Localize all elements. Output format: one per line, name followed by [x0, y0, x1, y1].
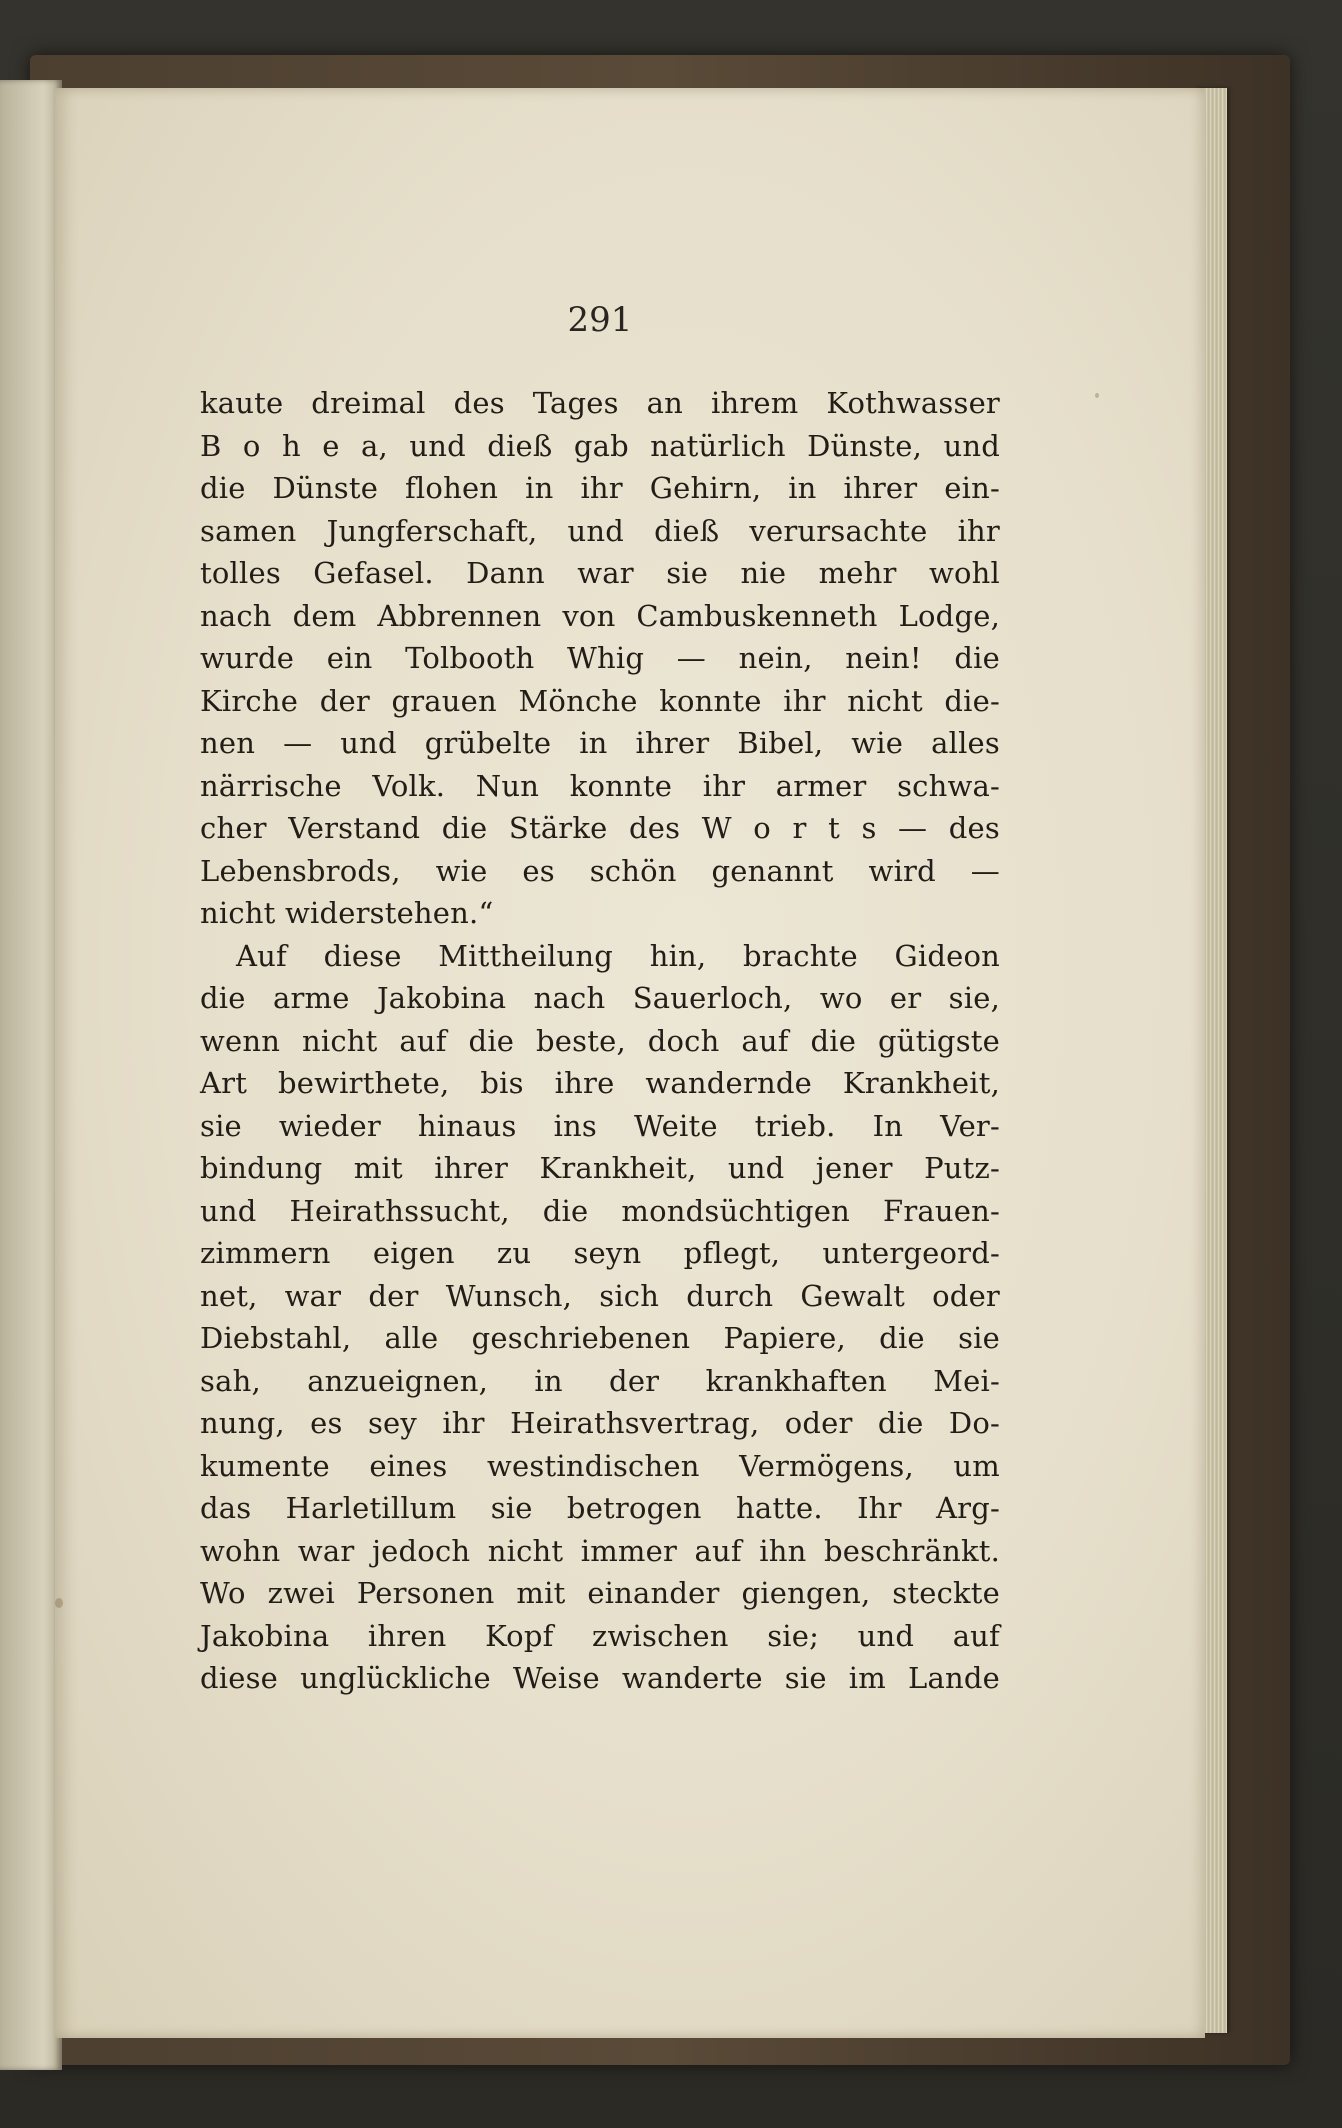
text-line: närrische Volk. Nun konnte ihr armer schwa- — [200, 768, 1000, 803]
text-line: nen — und grübelte in ihrer Bibel, wie alles — [200, 726, 1000, 760]
text-line: wohn war jedoch nicht immer auf ihn beschränkt. — [200, 1533, 1000, 1568]
body-text — [200, 382, 1000, 1700]
text-line: nung, es sey ihr Heirathsvertrag, oder die Do- — [200, 1406, 1000, 1440]
text-line: Kirche der grauen Mönche konnte ihr nicht die- — [200, 683, 1000, 718]
paper-stain — [55, 1598, 63, 1608]
text-line: Auf diese Mittheilung hin, brachte Gideon — [236, 938, 1000, 973]
text-line: tolles Gefasel. Dann war sie nie mehr wohl — [200, 556, 1000, 590]
text-line: kaute dreimal des Tages an ihrem Kothwasser — [200, 386, 1000, 420]
text-line: und Heirathssucht, die mondsüchtigen Frauen- — [200, 1193, 1000, 1228]
text-line: wurde ein Tolbooth Whig — nein, nein! die — [200, 641, 1000, 675]
paper-stain — [1095, 393, 1099, 398]
text-line: sie wieder hinaus ins Weite trieb. In Ver- — [200, 1108, 1000, 1143]
text-line: cher Verstand die Stärke des W o r t s — des — [200, 811, 1000, 845]
text-line: diese unglückliche Weise wanderte sie im Lande — [200, 1661, 1000, 1695]
text-line: Lebensbrods, wie es schön genannt wird — — [200, 853, 1000, 888]
text-line: Jakobina ihren Kopf zwischen sie; und auf — [200, 1618, 1000, 1653]
text-line: die Dünste flohen in ihr Gehirn, in ihrer ein- — [200, 471, 1000, 505]
text-line: wenn nicht auf die beste, doch auf die gütigste — [200, 1023, 1000, 1058]
text-line: Wo zwei Personen mit einander giengen, steckte — [200, 1576, 1000, 1610]
text-line: sah, anzueignen, in der krankhaften Mei- — [200, 1363, 1000, 1398]
text-line: die arme Jakobina nach Sauerloch, wo er sie, — [200, 981, 1000, 1015]
text-line: nach dem Abbrennen von Cambuskenneth Lodge, — [200, 598, 1000, 633]
text-line: net, war der Wunsch, sich durch Gewalt oder — [200, 1278, 1000, 1313]
text-line: Art bewirthete, bis ihre wandernde Krankheit, — [200, 1066, 1000, 1100]
text-line: samen Jungferschaft, und dieß verursachte ihr — [200, 513, 1000, 548]
text-line: B o h e a, und dieß gab natürlich Dünste, und — [200, 428, 1000, 463]
text-line: nicht widerstehen.“ — [200, 896, 494, 930]
text-line: das Harletillum sie betrogen hatte. Ihr Arg- — [200, 1491, 1000, 1525]
text-line: Diebstahl, alle geschriebenen Papiere, die sie — [200, 1321, 1000, 1355]
text-line: bindung mit ihrer Krankheit, und jener Putz- — [200, 1151, 1000, 1185]
left-page-edge — [0, 80, 62, 2070]
text-line: zimmern eigen zu seyn pflegt, untergeord- — [200, 1236, 1000, 1270]
text-line: kumente eines westindischen Vermögens, um — [200, 1448, 1000, 1483]
page-number: 291 — [567, 300, 633, 340]
